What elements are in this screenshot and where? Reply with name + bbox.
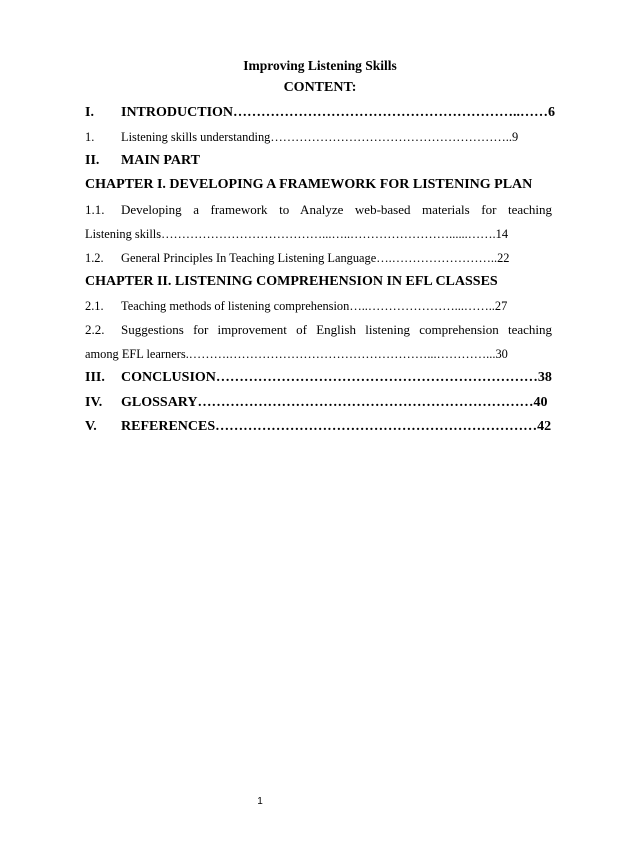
page-number: 1 xyxy=(257,796,263,807)
toc-text: Developing a framework to Analyze web-based materials for teaching xyxy=(121,202,552,217)
toc-number: I. xyxy=(85,105,94,120)
toc-number: III. xyxy=(85,370,105,385)
toc-entry-2-2-line-2[interactable] xyxy=(85,347,552,362)
toc-page-number: 22 xyxy=(497,251,510,265)
toc-entry-2-2-line-1[interactable] xyxy=(85,322,552,338)
toc-text: Suggestions for improvement of English listening comprehension teaching xyxy=(121,322,552,337)
toc-entry-references[interactable] xyxy=(85,419,552,435)
toc-entry-listening-skills-understanding[interactable] xyxy=(85,130,552,145)
toc-page-number: 6 xyxy=(548,105,556,120)
toc-number: V. xyxy=(85,419,97,434)
toc-leader-dots: ………………………………………………….. xyxy=(270,130,512,144)
toc-text: General Principles In Teaching Listening Language xyxy=(121,251,377,265)
toc-leader-dots: ……….…………………………………………...…………... xyxy=(188,347,496,361)
toc-entry-introduction[interactable] xyxy=(85,105,556,121)
toc-entry-conclusion[interactable] xyxy=(85,370,552,386)
toc-leader-dots: ……………………………………………………………… xyxy=(197,395,534,410)
toc-entry-chapter-2[interactable] xyxy=(85,274,552,290)
toc-number: 1.2. xyxy=(85,251,104,265)
toc-text: CHAPTER I. DEVELOPING A FRAMEWORK FOR LISTENING PLAN xyxy=(85,177,533,192)
toc-number: 2.2. xyxy=(85,322,105,337)
document-title: Improving Listening Skills xyxy=(243,58,397,73)
toc-text: REFERENCES xyxy=(121,419,216,434)
toc-leader-dots: …………………………………………………………… xyxy=(215,370,538,385)
toc-text: Teaching methods of listening comprehension xyxy=(121,299,350,313)
toc-leader-dots: ……………………………………………………..…… xyxy=(233,105,549,120)
toc-page-number: 14 xyxy=(495,227,509,241)
toc-entry-1-1-line-2[interactable] xyxy=(85,227,552,242)
toc-text: CONCLUSION xyxy=(121,370,216,385)
toc-number: 1.1. xyxy=(85,202,105,217)
content-heading: CONTENT: xyxy=(283,80,357,95)
toc-page-number: 40 xyxy=(533,395,548,410)
toc-text: among EFL learners. xyxy=(85,347,189,361)
toc-entry-main-part[interactable] xyxy=(85,153,552,169)
toc-text: MAIN PART xyxy=(121,153,200,168)
toc-text: CHAPTER II. LISTENING COMPREHENSION IN EFL CLASSES xyxy=(85,274,498,289)
toc-text: GLOSSARY xyxy=(121,395,198,410)
toc-leader-dots: …………………………………...…..……………………......……. xyxy=(161,227,496,241)
toc-page-number: 27 xyxy=(494,299,508,313)
toc-text: INTRODUCTION xyxy=(121,105,234,120)
toc-entry-1-1-line-1[interactable] xyxy=(85,202,552,218)
toc-entry-1-2[interactable] xyxy=(85,251,552,266)
toc-page-number: 42 xyxy=(537,419,552,434)
toc-number: II. xyxy=(85,153,100,168)
toc-number: 1. xyxy=(85,130,95,144)
toc-entry-2-1[interactable] xyxy=(85,299,552,314)
toc-page-number: 9 xyxy=(512,130,519,144)
toc-leader-dots: ….…………………….. xyxy=(376,251,498,265)
toc-number: 2.1. xyxy=(85,299,104,313)
toc-leader-dots: …………………………………………………………… xyxy=(215,419,538,434)
toc-entry-chapter-1[interactable] xyxy=(85,177,552,193)
toc-page-number: 38 xyxy=(537,370,552,385)
toc-leader-dots: …..…………………...…….. xyxy=(349,299,495,313)
toc-text: Listening skills understanding xyxy=(121,130,271,144)
toc-page-number: 30 xyxy=(495,347,508,361)
toc-text: Listening skills xyxy=(85,227,162,241)
toc-entry-glossary[interactable] xyxy=(85,395,552,411)
toc-number: IV. xyxy=(85,395,103,410)
